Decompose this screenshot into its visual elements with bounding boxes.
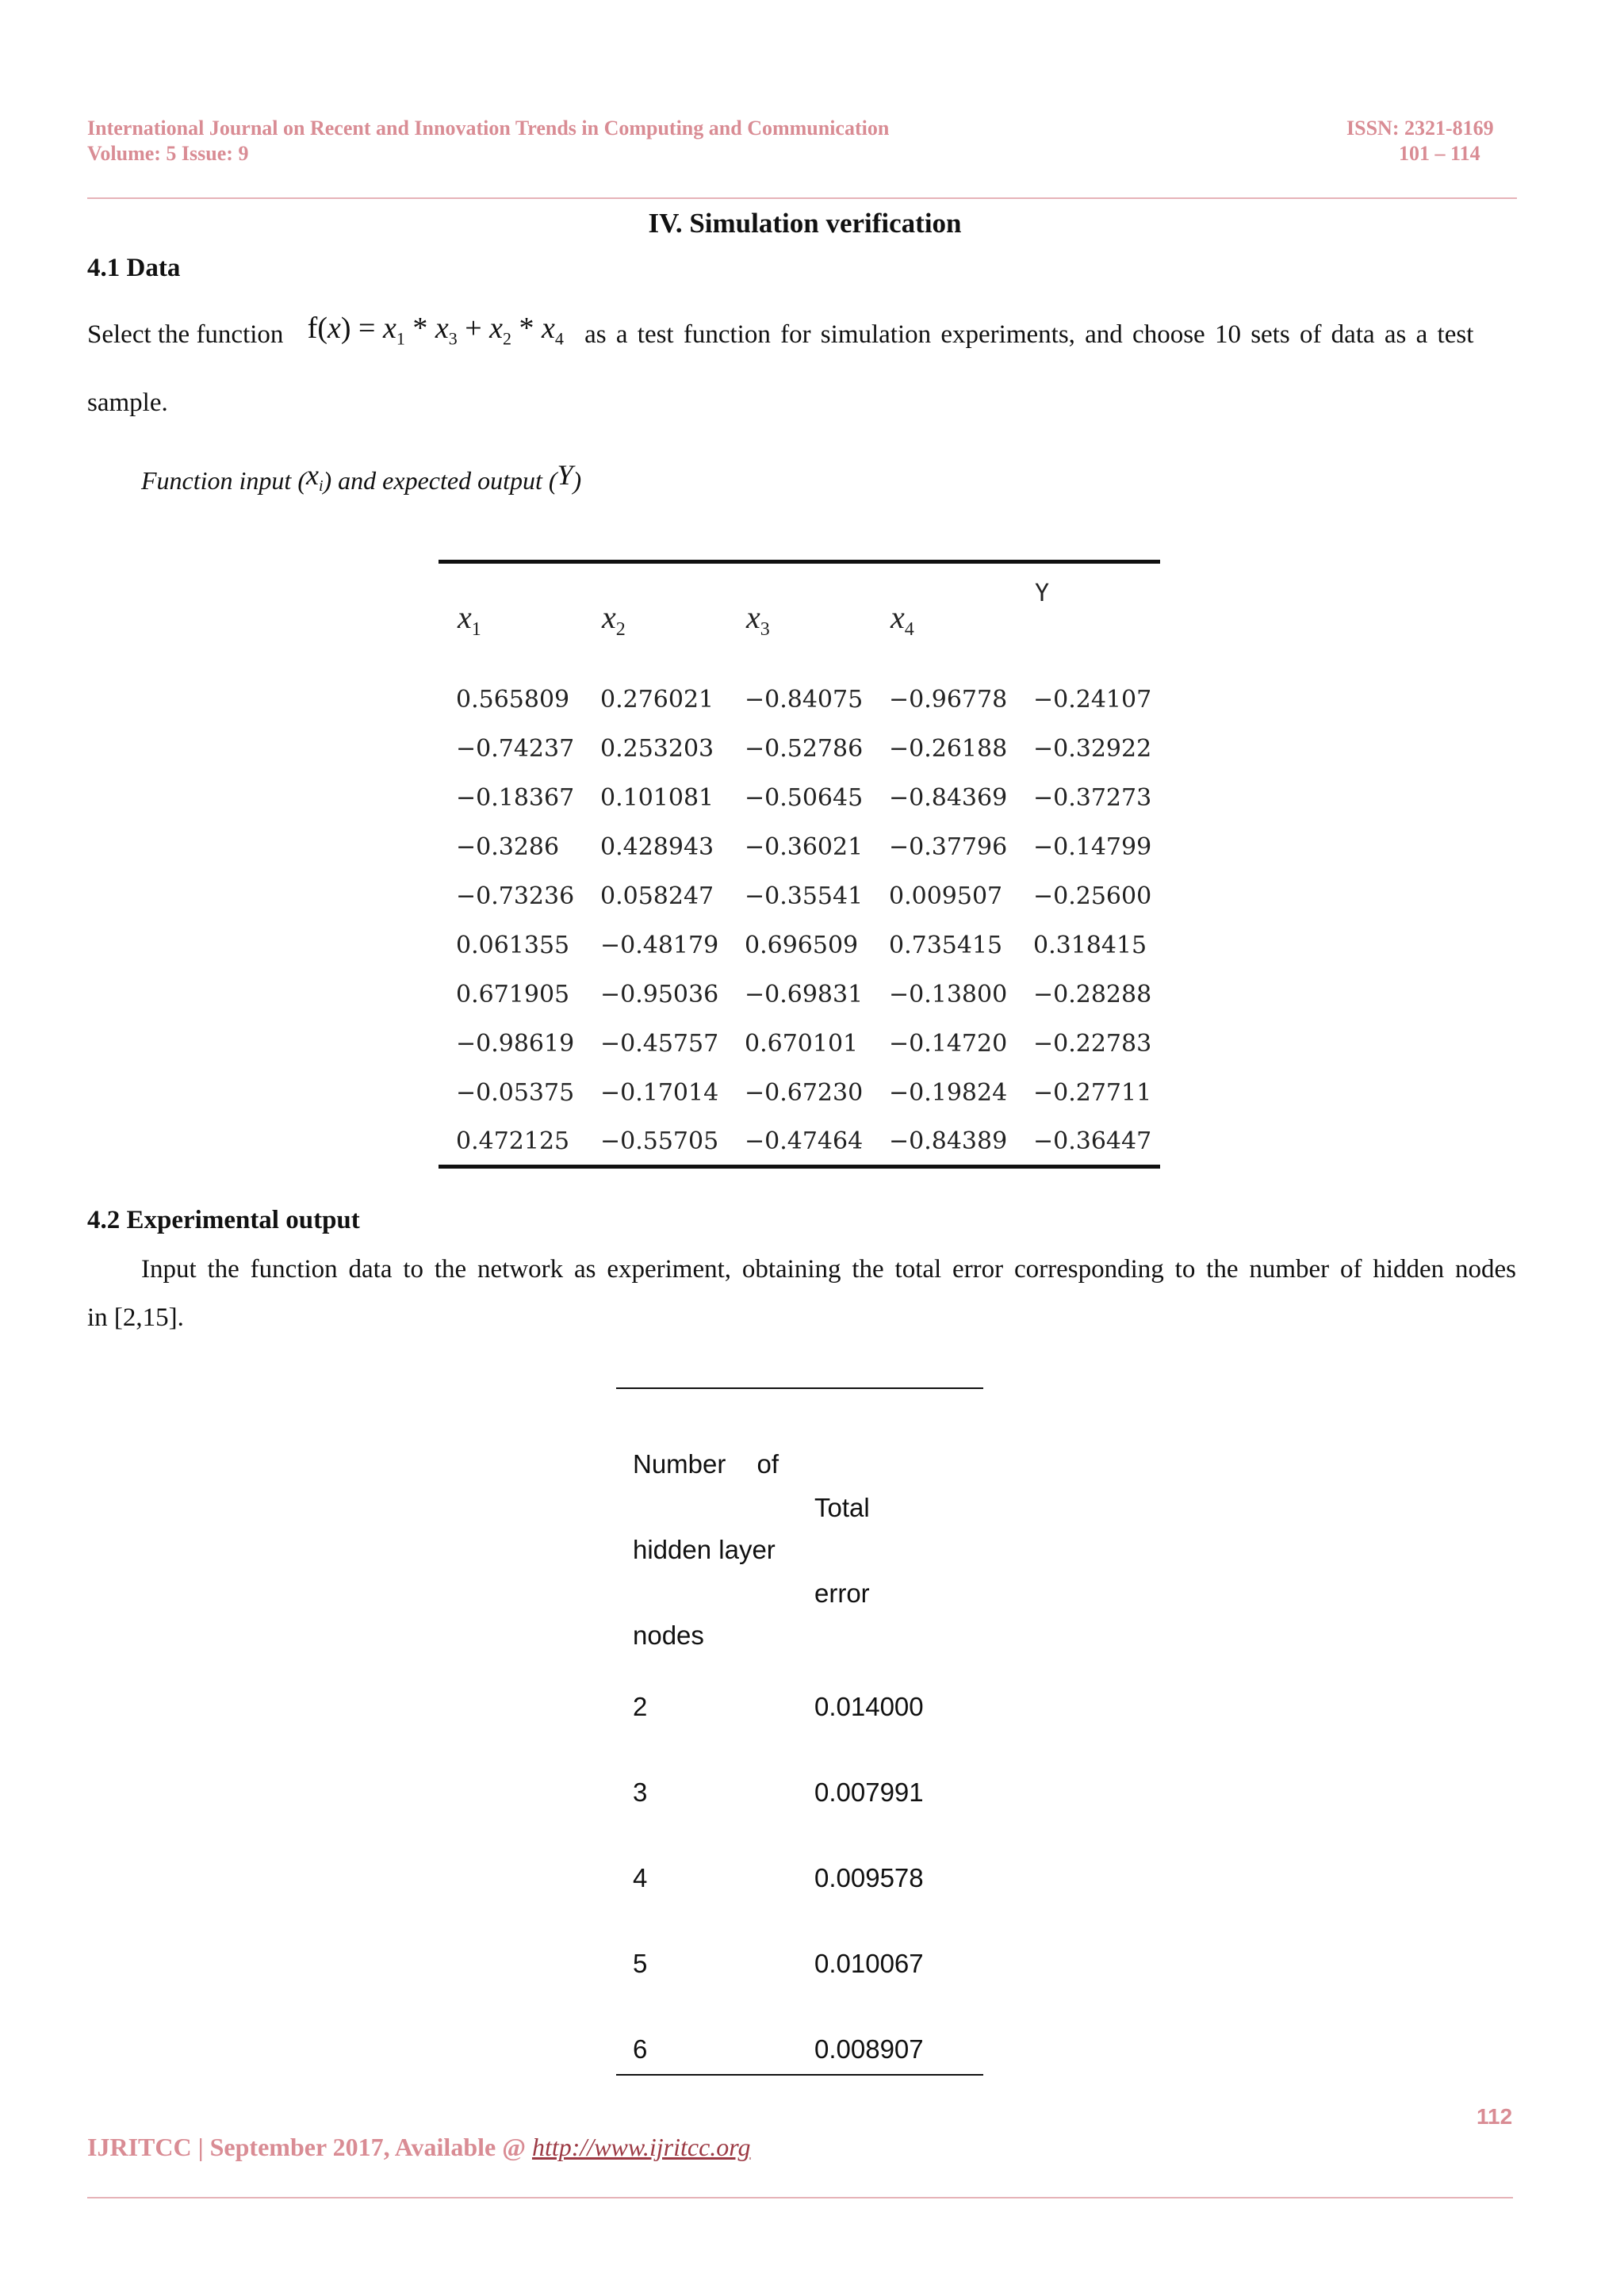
table1-caption (141, 458, 581, 496)
table-cell: 0.735415 (889, 931, 1003, 959)
col-total-error-header (814, 1465, 870, 1636)
header-divider (87, 197, 1517, 199)
total-error-cell: 0.010067 (814, 1949, 924, 1978)
table-row (633, 2030, 982, 2069)
total-error-cell: 0.008907 (814, 2034, 924, 2064)
hidden-nodes-cell: 2 (633, 1692, 648, 1721)
journal-title: International Journal on Recent and Innovation Trends in Computing and Communication (87, 117, 890, 140)
table-cell: 0.276021 (600, 685, 714, 714)
table-row (633, 1773, 982, 1812)
heading-4-2: 4.2 Experimental output (87, 1206, 360, 1234)
page-range: 101 – 114 (1399, 142, 1480, 165)
table-cell: −0.73236 (456, 882, 575, 910)
table-cell: −0.95036 (600, 980, 719, 1008)
table1-header-row (439, 564, 1160, 675)
issn: ISSN: 2321-8169 (1346, 117, 1494, 140)
table-row (439, 822, 1160, 871)
table-cell: 0.061355 (456, 931, 570, 959)
col-x1: $x_1$ (458, 599, 481, 640)
table-cell: −0.69831 (745, 980, 864, 1008)
table-cell: −0.37796 (889, 832, 1008, 861)
table-cell: −0.05375 (456, 1078, 575, 1107)
hidden-nodes-cell: 5 (633, 1949, 648, 1978)
para-text-after: as a test function for simulation experiments, and choose 10 sets of data as a test (584, 320, 1474, 349)
table-cell: −0.98619 (456, 1029, 575, 1058)
table-cell: −0.37273 (1033, 783, 1152, 812)
table-cell: −0.52786 (745, 734, 864, 763)
footer-link[interactable]: http://www.ijritcc.org (531, 2133, 751, 2161)
table-cell: 0.472125 (456, 1127, 570, 1155)
table-cell: −0.17014 (600, 1078, 719, 1107)
table-cell: −0.84369 (889, 783, 1008, 812)
table-cell: −0.45757 (600, 1029, 719, 1058)
table-cell: 0.671905 (456, 980, 570, 1008)
table-cell: −0.84389 (889, 1127, 1008, 1155)
caption-var-y: Y (557, 459, 573, 491)
caption-part1: Function input ( (141, 466, 306, 495)
table-cell: −0.50645 (745, 783, 864, 812)
table-cell: −0.18367 (456, 783, 575, 812)
table-cell: −0.14720 (889, 1029, 1008, 1058)
table-row (439, 1019, 1160, 1068)
para-text-before: Select the function (87, 320, 284, 349)
table-cell: −0.74237 (456, 734, 575, 763)
table-cell: 0.101081 (600, 783, 714, 812)
table-cell: −0.35541 (745, 882, 864, 910)
table-row (439, 675, 1160, 724)
table-cell: 0.696509 (745, 931, 859, 959)
table-cell: −0.84075 (745, 685, 864, 714)
section-title: IV. Simulation verification (648, 208, 962, 239)
caption-part2: ) and expected output ( (323, 466, 557, 495)
col2-header-line: error (814, 1578, 870, 1608)
paragraph-4-1 (87, 312, 1515, 360)
table-cell: −0.48179 (600, 931, 719, 959)
caption-var-x: $x_i$ (305, 459, 324, 496)
data-table (439, 560, 1160, 1169)
table-cell: −0.96778 (889, 685, 1008, 714)
footer-text: IJRITCC | September 2017, Available @ (87, 2133, 532, 2161)
table-row (439, 724, 1160, 773)
table-cell: −0.32922 (1033, 734, 1152, 763)
table-cell: −0.22783 (1033, 1029, 1152, 1058)
table-cell: −0.47464 (745, 1127, 864, 1155)
table-cell: −0.67230 (745, 1078, 864, 1107)
table-cell: 0.428943 (600, 832, 714, 861)
table-cell: −0.26188 (889, 734, 1008, 763)
table-row (633, 1944, 982, 1984)
col2-header-line: Total (814, 1493, 870, 1522)
table-row (633, 1687, 982, 1727)
page-number: 112 (1477, 2104, 1513, 2129)
paragraph-4-1-cont: sample. (87, 388, 168, 417)
table-cell: −0.55705 (600, 1127, 719, 1155)
journal-header (87, 116, 889, 166)
table-cell: −0.27711 (1033, 1078, 1152, 1107)
footer (87, 2133, 751, 2162)
table-cell: 0.670101 (745, 1029, 859, 1058)
total-error-cell: 0.009578 (814, 1863, 924, 1892)
hidden-nodes-cell: 6 (633, 2034, 648, 2064)
table-cell: −0.28288 (1033, 980, 1152, 1008)
footer-divider (87, 2197, 1513, 2198)
hidden-nodes-cell: 4 (633, 1863, 648, 1892)
table-cell: −0.14799 (1033, 832, 1152, 861)
table-row (439, 1117, 1160, 1165)
journal-volume: Volume: 5 Issue: 9 (87, 142, 249, 165)
table-cell: −0.3286 (456, 832, 560, 861)
total-error-cell: 0.014000 (814, 1692, 924, 1721)
table-cell: 0.058247 (600, 882, 714, 910)
col-hidden-nodes-header (633, 1422, 791, 1678)
table-cell: −0.36447 (1033, 1127, 1152, 1155)
table-row (633, 1858, 982, 1898)
col-x2: $x_2$ (602, 599, 626, 640)
paragraph-4-2-line1: Input the function data to the network as experiment, obtaining the total error corresponding to the number of hidden nodes (141, 1255, 1516, 1284)
table-row (439, 970, 1160, 1019)
table-row (439, 1068, 1160, 1117)
table-cell: 0.318415 (1033, 931, 1147, 959)
total-error-cell: 0.007991 (814, 1777, 924, 1807)
col1-header-line: nodes (633, 1621, 704, 1650)
hidden-nodes-cell: 3 (633, 1777, 648, 1807)
heading-4-1: 4.1 Data (87, 254, 181, 282)
col1-header-line: Number of (633, 1449, 779, 1479)
table-row (439, 920, 1160, 970)
hidden-nodes-table (616, 1387, 983, 2076)
table-cell: 0.009507 (889, 882, 1003, 910)
table-cell: −0.36021 (745, 832, 864, 861)
paragraph-4-2-line2: in [2,15]. (87, 1303, 184, 1332)
col-x3: $x_3$ (746, 599, 770, 640)
col1-header-line: hidden layer (633, 1535, 776, 1564)
table-cell: −0.25600 (1033, 882, 1152, 910)
col-y: Y (1035, 580, 1050, 607)
table-cell: −0.13800 (889, 980, 1008, 1008)
col-x4: $x_4$ (891, 599, 914, 640)
table-cell: −0.24107 (1033, 685, 1152, 714)
table-cell: 0.253203 (600, 734, 714, 763)
caption-part3: ) (573, 466, 582, 495)
table-row (439, 871, 1160, 920)
issn-block (1332, 116, 1503, 166)
table-cell: 0.565809 (456, 685, 570, 714)
table-cell: −0.19824 (889, 1078, 1008, 1107)
table-row (439, 773, 1160, 822)
test-function-formula: $f(x) = x_1 * x_3 + x_2 * x_4$ (307, 312, 564, 349)
